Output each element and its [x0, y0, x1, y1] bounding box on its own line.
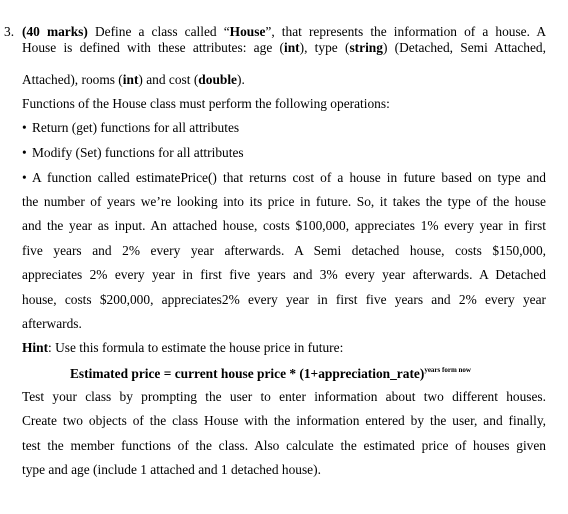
formula — [70, 362, 471, 382]
bullet-icon: • — [22, 170, 27, 185]
intro-paragraph — [22, 24, 546, 56]
formula-exponent: years form now — [424, 366, 471, 374]
closing-line-3: test the member functions of the class. Also calculate the estimated price of houses given — [22, 438, 546, 453]
closing-line-4: type and age (include 1 attached and 1 detached house). — [22, 462, 321, 477]
intro-line-3: Attached), rooms (int) and cost (double). — [22, 72, 245, 87]
bullet-estimate: • A function called estimatePrice() that returns cost of a house in future based on type and — [22, 170, 546, 185]
hint-label: Hint — [22, 340, 49, 355]
intro-line-1: (40 marks) Define a class called “House”, that represents the information of a house. A — [22, 24, 546, 39]
estimate-line-5: house, costs $200,000, appreciates2% every year in first five years and 2% every year — [22, 292, 546, 307]
formula-main: Estimated price = current house price * (1+appreciation_rate) — [70, 366, 425, 381]
hint-line — [22, 340, 546, 356]
intro-line-2: House is defined with these attributes: age (int), type (string) (Detached, Semi Attached, — [22, 40, 546, 55]
hint-text: : Use this formula to estimate the house price in future: — [48, 340, 344, 355]
functions-intro: Functions of the House class must perform the following operations: — [22, 96, 390, 111]
estimate-line-3: five years and 2% every year afterwards. A Semi detached house, costs $150,000, — [22, 243, 546, 258]
estimate-line-1: the number of years we’re looking into its price in future. So, it takes the type of the house — [22, 194, 546, 209]
bullet-icon: • — [22, 120, 27, 135]
bullet-icon: • — [22, 145, 27, 160]
question-number: 3. — [4, 24, 15, 39]
closing-line-1: Test your class by prompting the user to enter information about two different houses. — [22, 389, 546, 404]
bullet-set: • Modify (Set) functions for all attributes — [22, 145, 244, 160]
marks-label: (40 marks) — [22, 24, 88, 39]
estimate-line-6: afterwards. — [22, 316, 82, 331]
estimate-line-2: and the year as input. An attached house, costs $100,000, appreciates 1% every year in first — [22, 218, 546, 233]
bullet-get: • Return (get) functions for all attributes — [22, 120, 240, 135]
estimate-line-4: appreciates 2% every year in first five years and 3% every year afterwards. A Detached — [22, 267, 546, 282]
closing-line-2: Create two objects of the class House with the information entered by the user, and finally, — [22, 413, 546, 428]
